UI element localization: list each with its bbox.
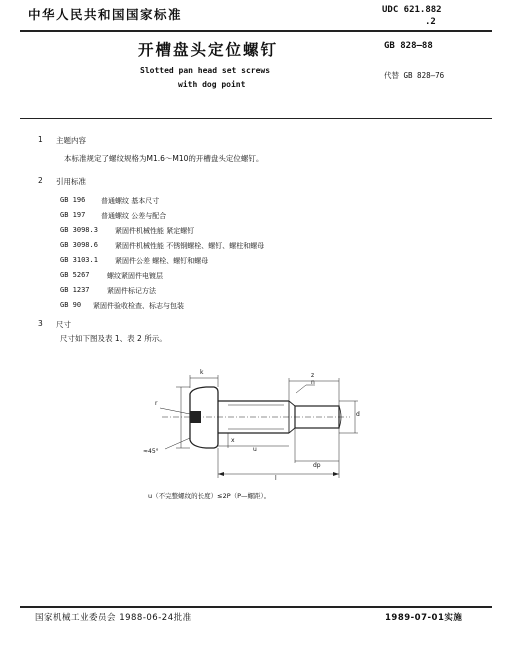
footer-effective-date: 1989-07-01实施	[385, 613, 463, 623]
standard-number: GB 828—88	[384, 41, 433, 51]
section-1-heading: 主题内容	[56, 136, 86, 145]
header-udc-code-cont: .2	[425, 17, 436, 27]
label-head-height: k	[200, 369, 204, 376]
reference-name: 紧固件机械性能 不锈钢螺栓、螺钉、螺柱和螺母	[115, 242, 265, 250]
reference-name: 普通螺纹 基本尺寸	[101, 197, 160, 205]
reference-name: 螺纹紧固件电镀层	[107, 272, 163, 280]
reference-code: GB 197	[60, 211, 86, 219]
section-3-body: 尺寸如下图及表 1、表 2 所示。	[60, 334, 167, 343]
section-3-heading: 尺寸	[56, 320, 71, 329]
label-length: l	[275, 475, 277, 482]
header-standard-org: 中华人民共和国国家标准	[28, 7, 183, 22]
document-title: 开槽盘头定位螺钉	[138, 41, 279, 59]
section-1-number: 1	[38, 135, 43, 144]
section-2-heading: 引用标准	[56, 177, 86, 186]
label-dog-point: dp	[313, 462, 321, 469]
reference-name: 普通螺纹 公差与配合	[101, 212, 167, 220]
reference-code: GB 90	[60, 301, 82, 309]
reference-code: GB 3103.1	[60, 256, 98, 264]
label-slot-width: n	[311, 379, 315, 386]
reference-code: GB 3098.6	[60, 241, 98, 249]
replaces-note: 代替 GB 828—76	[384, 71, 445, 80]
reference-code: GB 3098.3	[60, 226, 98, 234]
label-angle: ≈45°	[143, 448, 159, 455]
label-dog-length: z	[311, 372, 315, 379]
reference-code: GB 196	[60, 196, 86, 204]
header-udc-code: UDC 621.882	[382, 5, 442, 15]
reference-name: 紧固件标记方法	[107, 287, 156, 295]
reference-name: 紧固件机械性能 紧定螺钉	[115, 227, 195, 235]
reference-code: GB 5267	[60, 271, 90, 279]
reference-code: GB 1237	[60, 286, 90, 294]
figure-caption: u（不完整螺纹的长度）≤2P（P—螺距）。	[148, 492, 271, 500]
label-incomplete-thread: u	[253, 446, 257, 453]
english-title-line1: Slotted pan head set screws	[140, 66, 271, 75]
label-thread-runout: x	[231, 437, 235, 444]
footer-rule	[20, 606, 492, 608]
footer-approval: 国家机械工业委员会 1988-06-24批准	[35, 613, 192, 623]
label-radius: r	[155, 400, 158, 407]
reference-name: 紧固件公差 螺栓、螺钉和螺母	[115, 257, 209, 265]
section-3-number: 3	[38, 319, 43, 328]
reference-name: 紧固件验收检查、标志与包装	[93, 302, 184, 310]
section-1-body: 本标准规定了螺纹规格为M1.6～M10的开槽盘头定位螺钉。	[64, 154, 264, 163]
english-title-line2: with dog point	[178, 80, 246, 89]
label-thread-diameter: d	[356, 411, 360, 418]
section-2-number: 2	[38, 176, 43, 185]
